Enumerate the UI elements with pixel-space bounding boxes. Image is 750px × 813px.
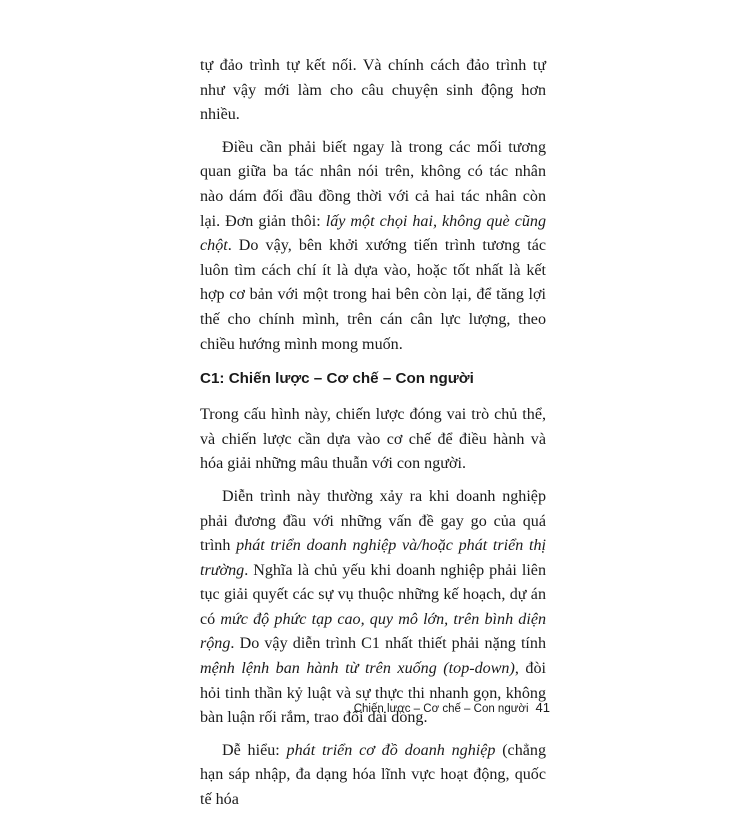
page-number: 41 (535, 700, 550, 715)
running-title: Chiến lược – Cơ chế – Con người (353, 703, 529, 715)
text-column (200, 54, 546, 813)
italic-phrase: mức độ phức tạp cao, quy mô lớn, trên bình diện rộng (200, 610, 547, 653)
paragraph-text: tự đảo trình tự kết nối. Và chính cách đảo trình tự như vậy mới làm cho câu chuyện sinh động hơn nhiều. (200, 57, 546, 124)
paragraph-text: Điều cần phải biết ngay là trong các mối tương quan giữa ba tác nhân nói trên, không có tác nhân nào dám đối đầu đồng thời với cả hai tác nhân còn lại. Đơn giản thôi: (200, 138, 546, 230)
paragraph-text: Diễn trình này thường xảy ra khi doanh nghiệp phải đương đầu với những vấn đề gay go của quá trình (200, 487, 546, 555)
paragraph-text: . Nghĩa là chủ yếu khi doanh nghiệp phải liên tục giải quyết các sự vụ thuộc những kế hoạch, dự án có (200, 561, 546, 628)
italic-phrase: mệnh lệnh ban hành từ trên xuống (top-down) (200, 660, 515, 678)
paragraph-text: . Do vậy, bên khởi xướng tiến trình tương tác luôn tìm cách chí ít là dựa vào, hoặc tốt nhất là kết hợp cơ bản với một trong hai bên còn lại, để tăng lợi thế cho chính mình, trên cán cân lực lượng, theo chiều hướng mình mong muốn. (200, 237, 546, 353)
italic-phrase: phát triển doanh nghiệp và/hoặc phát triển thị trường (200, 537, 547, 579)
section-heading: C1: Chiến lược – Cơ chế – Con người (200, 370, 474, 388)
paragraph-config (200, 403, 546, 477)
italic-phrase: lấy một chọi hai, không què cũng chột (200, 212, 546, 255)
paragraph-text: (chẳng hạn sáp nhập, đa dạng hóa lĩnh vực hoạt động, quốc tế hóa (200, 741, 546, 809)
italic-phrase: phát triển cơ đồ doanh nghiệp (286, 741, 496, 759)
paragraph-text: , đòi hỏi tinh thần kỷ luật và sự thực thi nhanh gọn, không bàn luận rối rắm, trao đổi dài dòng. (200, 660, 546, 727)
page-footer (354, 700, 550, 715)
paragraph-continuation (200, 54, 546, 128)
paragraph-text: Dễ hiểu: (222, 741, 287, 759)
paragraph-text: . Do vậy diễn trình C1 nhất thiết phải nặng tính (230, 635, 546, 653)
paragraph-relations (200, 136, 546, 357)
paragraph-text: Trong cấu hình này, chiến lược đóng vai trò chủ thể, và chiến lược cần dựa vào cơ chế để điều hành và hóa giải những mâu thuẫn với con người. (200, 406, 546, 473)
paragraph-process (200, 485, 546, 731)
